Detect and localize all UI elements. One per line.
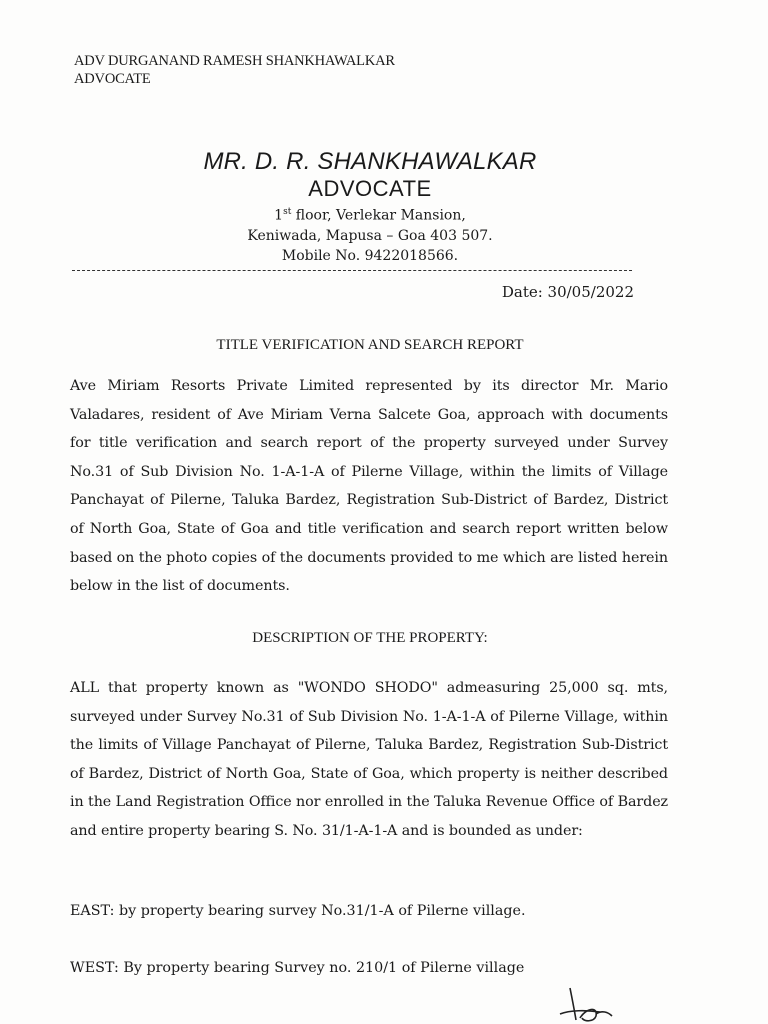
letterhead-mobile: Mobile No. 9422018566. [281,247,459,264]
description-heading: DESCRIPTION OF THE PROPERTY: [252,630,488,646]
floor-number: 1 [274,207,284,224]
document-date: Date: 30/05/2022 [501,283,634,301]
address-line1-rest: floor, Verlekar Mansion, [291,207,466,224]
description-paragraph: ALL that property known as "WONDO SHODO" admeasuring 25,000 sq. mts, surveyed under Survey No.31 of Sub Division No. 1-A-1-A of Pilerne Village, within the limits of Village Panchayat of Pilerne, Taluka Bardez, Registration Sub-District of Bardez, District of North Goa, State of Goa, which property is neither described in the Land Registration Office nor enrolled in the Taluka Revenue Office of Bardez and entire property bearing S. No. 31/1-A-1-A and is bounded as under: [70,680,668,839]
letterhead-address-line2: Keniwada, Mapusa – Goa 403 507. [247,227,493,244]
boundary-east: EAST: by property bearing survey No.31/1-A of Pilerne village. [70,903,526,919]
intro-paragraph: Ave Miriam Resorts Private Limited represented by its director Mr. Mario Valadares, resident of Ave Miriam Verna Salcete Goa, approach with documents for title verification and search report of the property surveyed under Survey No.31 of Sub Division No. 1-A-1-A of Pilerne Village, within the limits of Village Panchayat of Pilerne, Taluka Bardez, Registration Sub-District of Bardez, District of North Goa, State of Goa and title verification and search report written below based on the photo copies of the documents provided to me which are listed herein below in the list of documents. [70,378,668,595]
letterhead-address-line1 [0,202,740,226]
letterhead-name: MR. D. R. SHANKHAWALKAR [203,148,537,175]
report-title: TITLE VERIFICATION AND SEARCH REPORT [216,337,524,353]
letterhead [0,148,740,266]
signature-icon [556,984,616,1024]
floor-suffix: st [283,207,292,217]
advocate-header [74,52,395,88]
advocate-full-name: ADV DURGANAND RAMESH SHANKHAWALKAR [74,53,395,69]
letterhead-role: ADVOCATE [308,176,432,201]
letterhead-divider [72,270,632,271]
boundary-west: WEST: By property bearing Survey no. 210/1 of Pilerne village [70,960,525,976]
advocate-title: ADVOCATE [74,71,151,87]
